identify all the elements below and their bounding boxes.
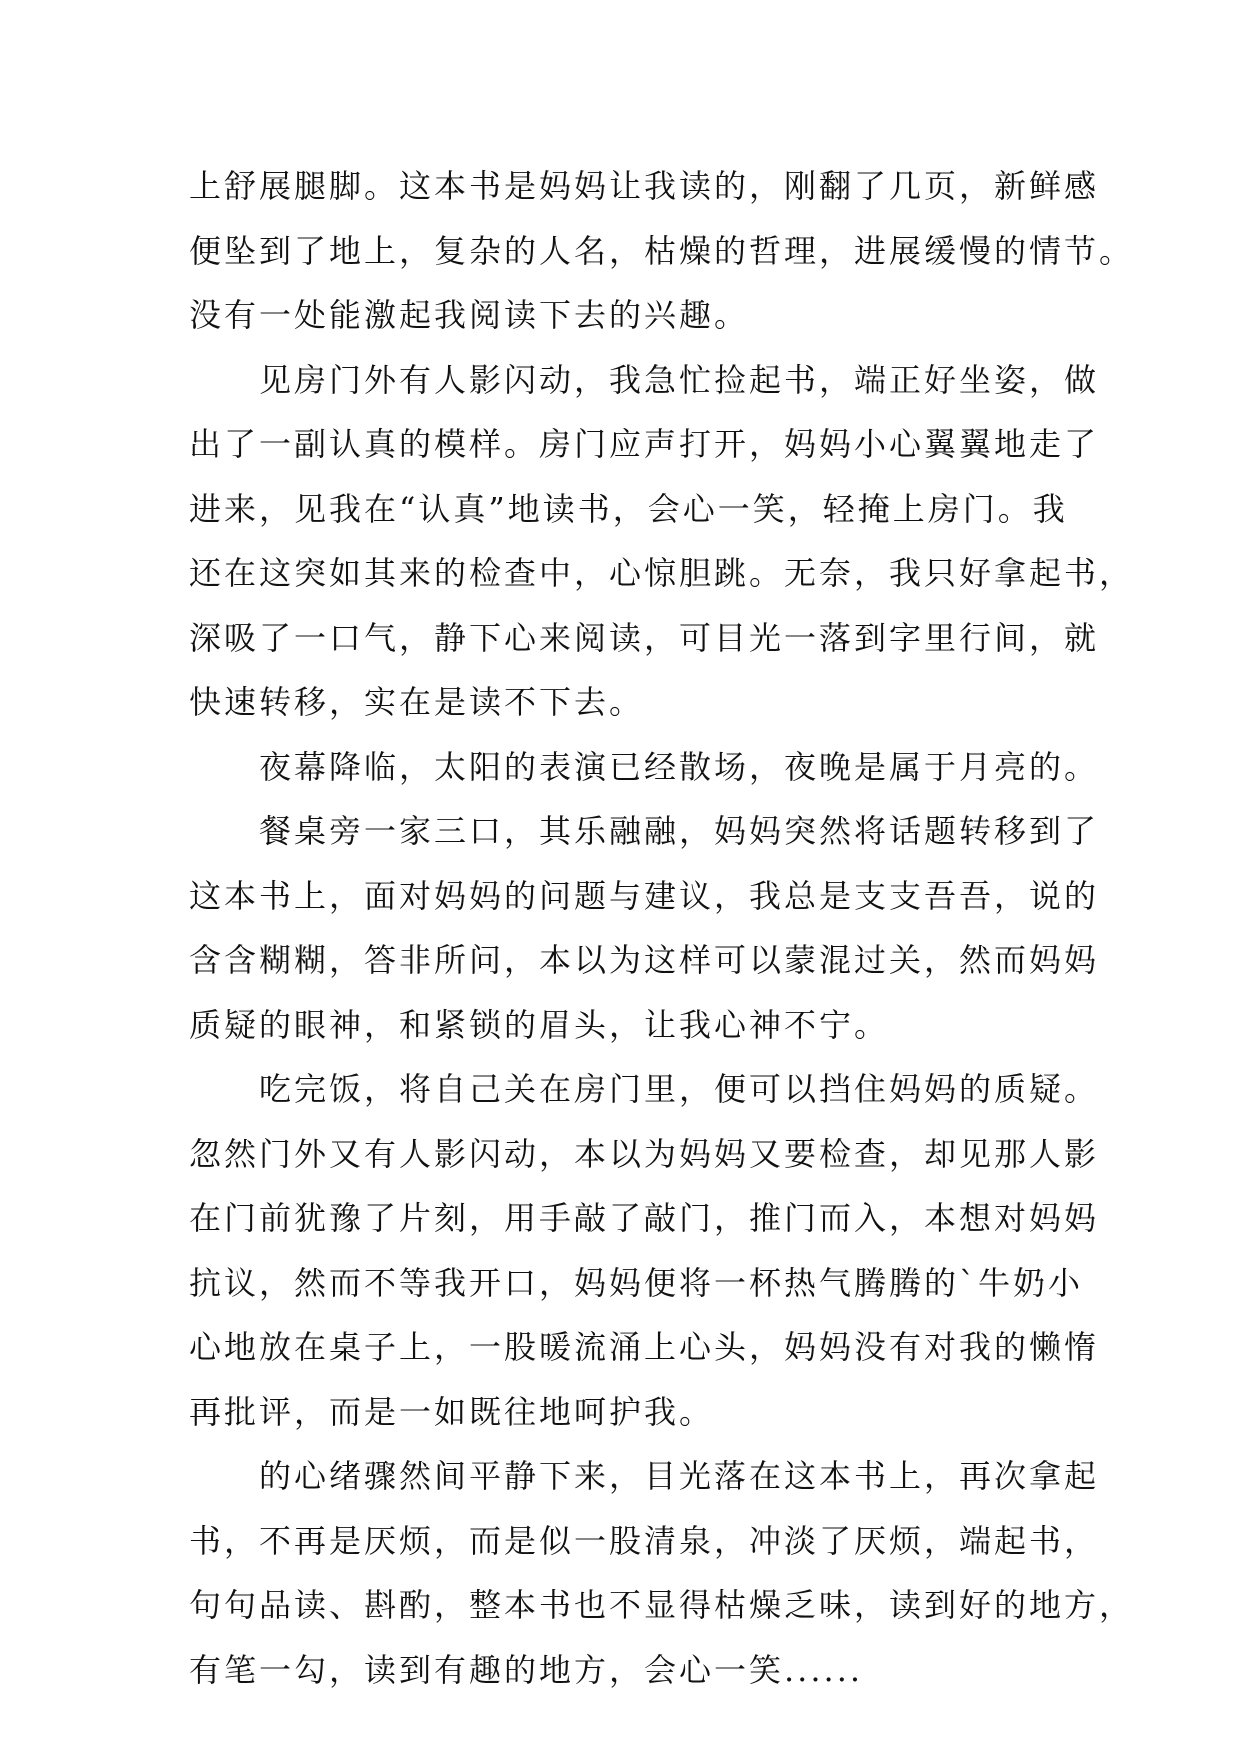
text-line: 有笔一勾，读到有趣的地方，会心一笑...... — [189, 1650, 864, 1689]
text-line: 忽然门外又有人影闪动，本以为妈妈又要检查，却见那人影 — [189, 1134, 1100, 1173]
text-line: 在门前犹豫了片刻，用手敲了敲门，推门而入，本想对妈妈 — [189, 1199, 1100, 1237]
text-line: 书，不再是厌烦，而是似一股清泉，冲淡了厌烦，端起书， — [189, 1521, 1100, 1560]
text-line: 质疑的眼神，和紧锁的眉头，让我心神不宁。 — [189, 1005, 890, 1044]
paragraph-first-line: 夜幕降临，太阳的表演已经散场，夜晚是属于月亮的。 — [259, 747, 1100, 786]
paragraph-first-line: 见房门外有人影闪动，我急忙捡起书，端正好坐姿，做 — [259, 360, 1100, 399]
text-line: 还在这突如其来的检查中，心惊胆跳。无奈，我只好拿起书， — [189, 554, 1135, 592]
text-line: 没有一处能激起我阅读下去的兴趣。 — [189, 296, 750, 334]
body-text — [189, 154, 1135, 1702]
text-line: 快速转移，实在是读不下去。 — [189, 683, 645, 721]
text-line: 这本书上，面对妈妈的问题与建议，我总是支支吾吾，说的 — [189, 876, 1100, 915]
text-line: 深吸了一口气，静下心来阅读，可目光一落到字里行间，就 — [189, 618, 1100, 657]
text-line: 句句品读、斟酌，整本书也不显得枯燥乏味，读到好的地方， — [189, 1586, 1135, 1624]
paragraph-first-line: 吃完饭，将自己关在房门里，便可以挡住妈妈的质疑。 — [259, 1070, 1100, 1108]
text-line: 出了一副认真的模样。房门应声打开，妈妈小心翼翼地走了 — [189, 425, 1100, 463]
paragraph-first-line: 餐桌旁一家三口，其乐融融，妈妈突然将话题转移到了 — [259, 812, 1100, 850]
text-line: 便坠到了地上，复杂的人名，枯燥的哲理，进展缓慢的情节。 — [189, 231, 1135, 270]
paragraph-first-line: 的心绪骤然间平静下来，目光落在这本书上，再次拿起 — [259, 1457, 1100, 1495]
text-line: 含含糊糊，答非所问，本以为这样可以蒙混过关，然而妈妈 — [189, 941, 1100, 979]
text-line: 再批评，而是一如既往地呵护我。 — [189, 1392, 715, 1431]
text-line: 上舒展腿脚。这本书是妈妈让我读的，刚翻了几页，新鲜感 — [189, 167, 1100, 205]
text-line: 心地放在桌子上，一股暖流涌上心头，妈妈没有对我的懒惰 — [189, 1328, 1100, 1366]
text-line: 进来，见我在“认真”地读书，会心一笑，轻掩上房门。我 — [189, 489, 1068, 528]
text-line: 抗议，然而不等我开口，妈妈便将一杯热气腾腾的`牛奶小 — [189, 1263, 1084, 1302]
